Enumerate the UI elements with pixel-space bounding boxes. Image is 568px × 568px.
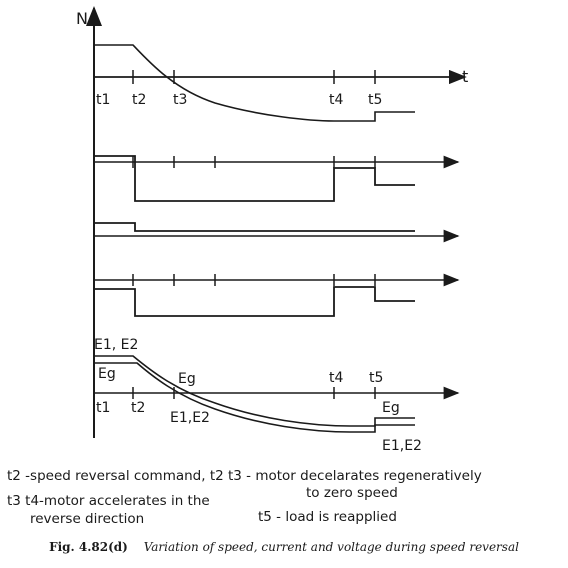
eg-right-label: Eg xyxy=(382,400,400,416)
e1-e2-mid-label: E1,E2 xyxy=(170,410,210,426)
eg-voltage-curve xyxy=(94,363,415,432)
eg-mid-label: Eg xyxy=(178,371,196,387)
caption-number: Fig. 4.82(d) xyxy=(49,540,128,554)
eg-left-label: Eg xyxy=(98,366,116,382)
legend-line-3-right: t5 - load is reapplied xyxy=(258,509,397,525)
voltage-tick-label-t5: t5 xyxy=(369,370,384,386)
voltage-tick-label-t4: t4 xyxy=(329,370,344,386)
t-axis-label: t xyxy=(462,67,469,86)
speed-tick-label-t3: t3 xyxy=(173,92,188,108)
third-waveform xyxy=(94,223,415,231)
voltage-tick-label-t2: t2 xyxy=(131,400,146,416)
n-axis-label: N xyxy=(76,9,88,28)
voltage-top-label: E1, E2 xyxy=(94,337,139,353)
legend-line-2-left: t3 t4-motor accelerates in the xyxy=(7,493,210,509)
speed-tick-label-t4: t4 xyxy=(329,92,344,108)
figure-caption xyxy=(0,540,568,554)
speed-tick-label-t1: t1 xyxy=(96,92,111,108)
speed-tick-label-t2: t2 xyxy=(132,92,147,108)
e1-e2-right-label: E1,E2 xyxy=(382,438,422,454)
voltage-labels xyxy=(94,337,422,454)
legend-line-1-left: t2 -speed reversal command, t2 t3 - motor decelarates regeneratively xyxy=(7,468,482,484)
legend-line-3-left: reverse direction xyxy=(30,511,145,527)
legend-line-1-right: to zero speed xyxy=(306,485,398,501)
fourth-waveform xyxy=(94,287,415,316)
speed-tick-labels xyxy=(96,92,382,108)
speed-tick-label-t5: t5 xyxy=(368,92,383,108)
speed-curve xyxy=(94,45,415,121)
caption-text: Variation of speed, current and voltage during speed reversal xyxy=(143,540,519,554)
voltage-tick-label-t1: t1 xyxy=(96,400,111,416)
